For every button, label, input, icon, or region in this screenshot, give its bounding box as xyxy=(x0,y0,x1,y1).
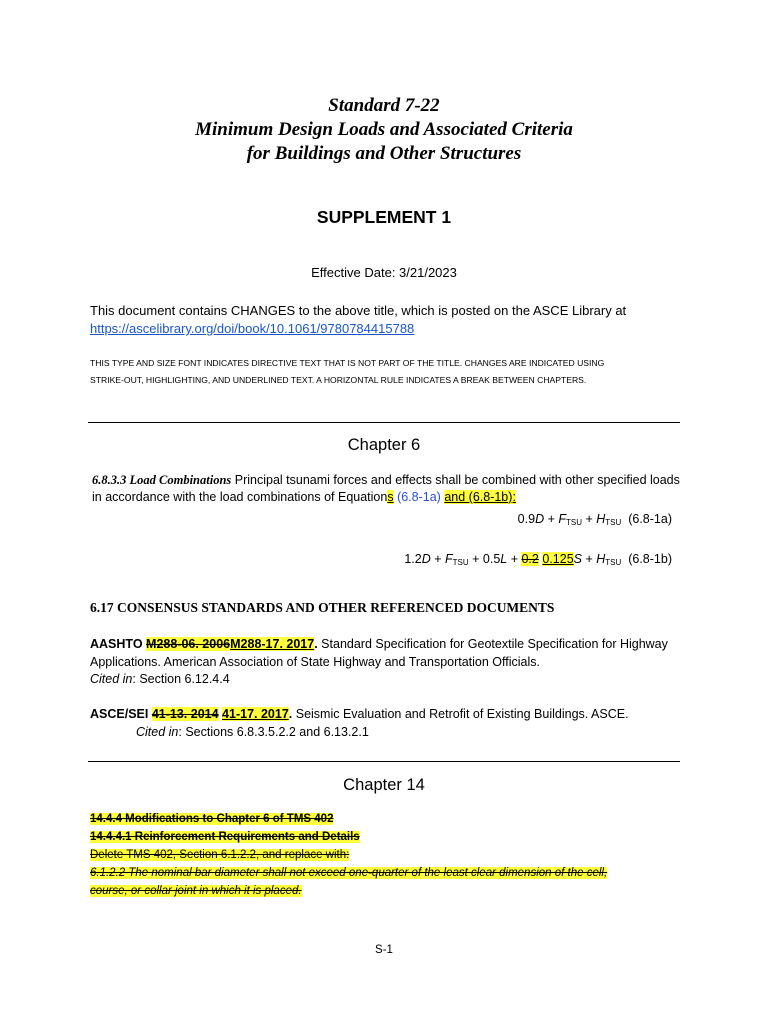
eq2-op: + 0.5 xyxy=(468,552,501,566)
eq2-F: F xyxy=(445,552,453,566)
title-line-1: Standard 7-22 xyxy=(328,95,440,116)
deleted-line xyxy=(90,810,690,828)
asce-library-link[interactable]: https://ascelibrary.org/doi/book/10.1061/9780784415788 xyxy=(90,321,415,336)
deleted-provision-line-1: 6.1.2.2 The nominal bar diameter shall not exceed one-quarter of the least clear dimension of the cell, xyxy=(90,867,608,879)
eq1-D: D xyxy=(535,512,545,526)
eq1-op: + xyxy=(544,512,559,526)
eq1-F: F xyxy=(558,512,566,526)
chapter-14-deleted-text xyxy=(90,810,690,900)
eq2-H: H xyxy=(596,552,606,566)
aashto-inserted-version: M288-17. 2017 xyxy=(230,637,315,651)
intro-text: This document contains CHANGES to the above title, which is posted on the ASCE Library at xyxy=(90,303,627,318)
document-title xyxy=(0,94,768,166)
asce-dot: . xyxy=(288,707,293,721)
deleted-line xyxy=(90,864,690,882)
eq2-S: S xyxy=(573,552,582,566)
eq1-coef: 0.9 xyxy=(517,512,536,526)
aashto-text: Standard Specification for Geotextile Specification for Highway Applications. American Association of State Highway and Transportation Officials. xyxy=(90,637,668,669)
deleted-heading-14-4-4: 14.4.4 Modifications to Chapter 6 of TMS 402 xyxy=(90,813,334,825)
deleted-line xyxy=(90,828,690,846)
supplement-heading: SUPPLEMENT 1 xyxy=(316,207,452,227)
deleted-provision-line-2: course, or collar joint in which it is placed. xyxy=(90,885,302,897)
section-6833-title: 6.8.3.3 Load Combinations xyxy=(92,473,232,487)
eq2-D: D xyxy=(421,552,431,566)
inserted-s: s xyxy=(387,490,394,504)
deleted-directive: Delete TMS 402, Section 6.1.2.2, and replace with: xyxy=(90,849,350,861)
inserted-colon: : xyxy=(512,490,516,504)
eq2-label: (6.8-1b) xyxy=(628,552,672,566)
equation-6-8-1a xyxy=(518,512,672,527)
eq2-L: L xyxy=(500,552,508,566)
title-line-2: Minimum Design Loads and Associated Criteria xyxy=(195,119,573,140)
eq2-op: + xyxy=(430,552,446,566)
asce-deleted-version: 41-13. 2014 xyxy=(151,707,219,721)
chapter-divider xyxy=(88,422,680,423)
eq2-op: + xyxy=(507,552,522,566)
asce-reference xyxy=(90,706,690,741)
effective-date: Effective Date: 3/21/2023 xyxy=(311,265,457,280)
page-number: S-1 xyxy=(375,944,393,956)
equation-6-8-1b xyxy=(404,552,672,567)
asce-org: ASCE/SEI xyxy=(90,707,152,721)
deleted-line xyxy=(90,846,690,864)
title-line-3: for Buildings and Other Structures xyxy=(246,143,522,164)
eq1-F-sub: TSU xyxy=(565,518,582,527)
directive-text xyxy=(90,355,690,389)
asce-text: Seismic Evaluation and Retrofit of Existing Buildings. ASCE. xyxy=(292,707,629,721)
eq2-coef: 1.2 xyxy=(404,552,422,566)
cited-in-sections: : Sections 6.8.3.5.2.2 and 6.13.2.1 xyxy=(178,724,369,739)
inserted-coefficient: 0.125 xyxy=(542,552,574,566)
directive-line-2: STRIKE-OUT, HIGHLIGHTING, AND UNDERLINED TEXT. A HORIZONTAL RULE INDICATES A BREAK BETWEEN CHAPTERS. xyxy=(90,375,587,385)
aashto-cited-in xyxy=(90,671,690,689)
deleted-line xyxy=(90,882,690,900)
inserted-equation-ref: and (6.8-1b) xyxy=(444,490,513,504)
cited-in-sections: : Section 6.12.4.4 xyxy=(132,672,230,686)
cited-in-label: Cited in xyxy=(90,672,133,686)
referenced-documents-heading: 6.17 CONSENSUS STANDARDS AND OTHER REFERENCED DOCUMENTS xyxy=(90,600,555,615)
section-6833-text: Principal tsunami forces and effects shall be combined with other specified loads in accordance with the load combinations of Equation xyxy=(92,473,680,504)
eq1-label: (6.8-1a) xyxy=(628,512,672,526)
directive-line-1: THIS TYPE AND SIZE FONT INDICATES DIRECTIVE TEXT THAT IS NOT PART OF THE TITLE. CHANGES ARE INDICATED USING xyxy=(90,358,605,368)
load-combinations-paragraph xyxy=(92,472,682,506)
chapter-14-heading: Chapter 14 xyxy=(343,776,425,794)
asce-inserted-version: 41-17. 2017 xyxy=(222,707,289,721)
chapter-6-heading: Chapter 6 xyxy=(347,436,421,454)
eq2-H-sub: TSU xyxy=(605,558,622,567)
aashto-reference xyxy=(90,636,690,689)
deleted-coefficient: 0.2 xyxy=(521,552,539,566)
deleted-heading-14-4-4-1: 14.4.4.1 Reinforcement Requirements and Details xyxy=(90,831,360,843)
aashto-deleted-version: M288-06. 2006 xyxy=(146,637,231,651)
chapter-divider xyxy=(88,761,680,762)
aashto-org: AASHTO xyxy=(90,637,147,651)
aashto-dot: . xyxy=(314,637,318,651)
eq1-H: H xyxy=(596,512,606,526)
equation-ref-6-8-1a[interactable]: (6.8-1a) xyxy=(397,490,441,504)
eq1-op: + xyxy=(581,512,597,526)
cited-in-label: Cited in xyxy=(136,724,179,739)
eq1-H-sub: TSU xyxy=(605,518,622,527)
eq2-op: + xyxy=(581,552,597,566)
eq2-F-sub: TSU xyxy=(452,558,469,567)
intro-paragraph xyxy=(90,302,690,338)
asce-cited-in xyxy=(90,724,690,742)
